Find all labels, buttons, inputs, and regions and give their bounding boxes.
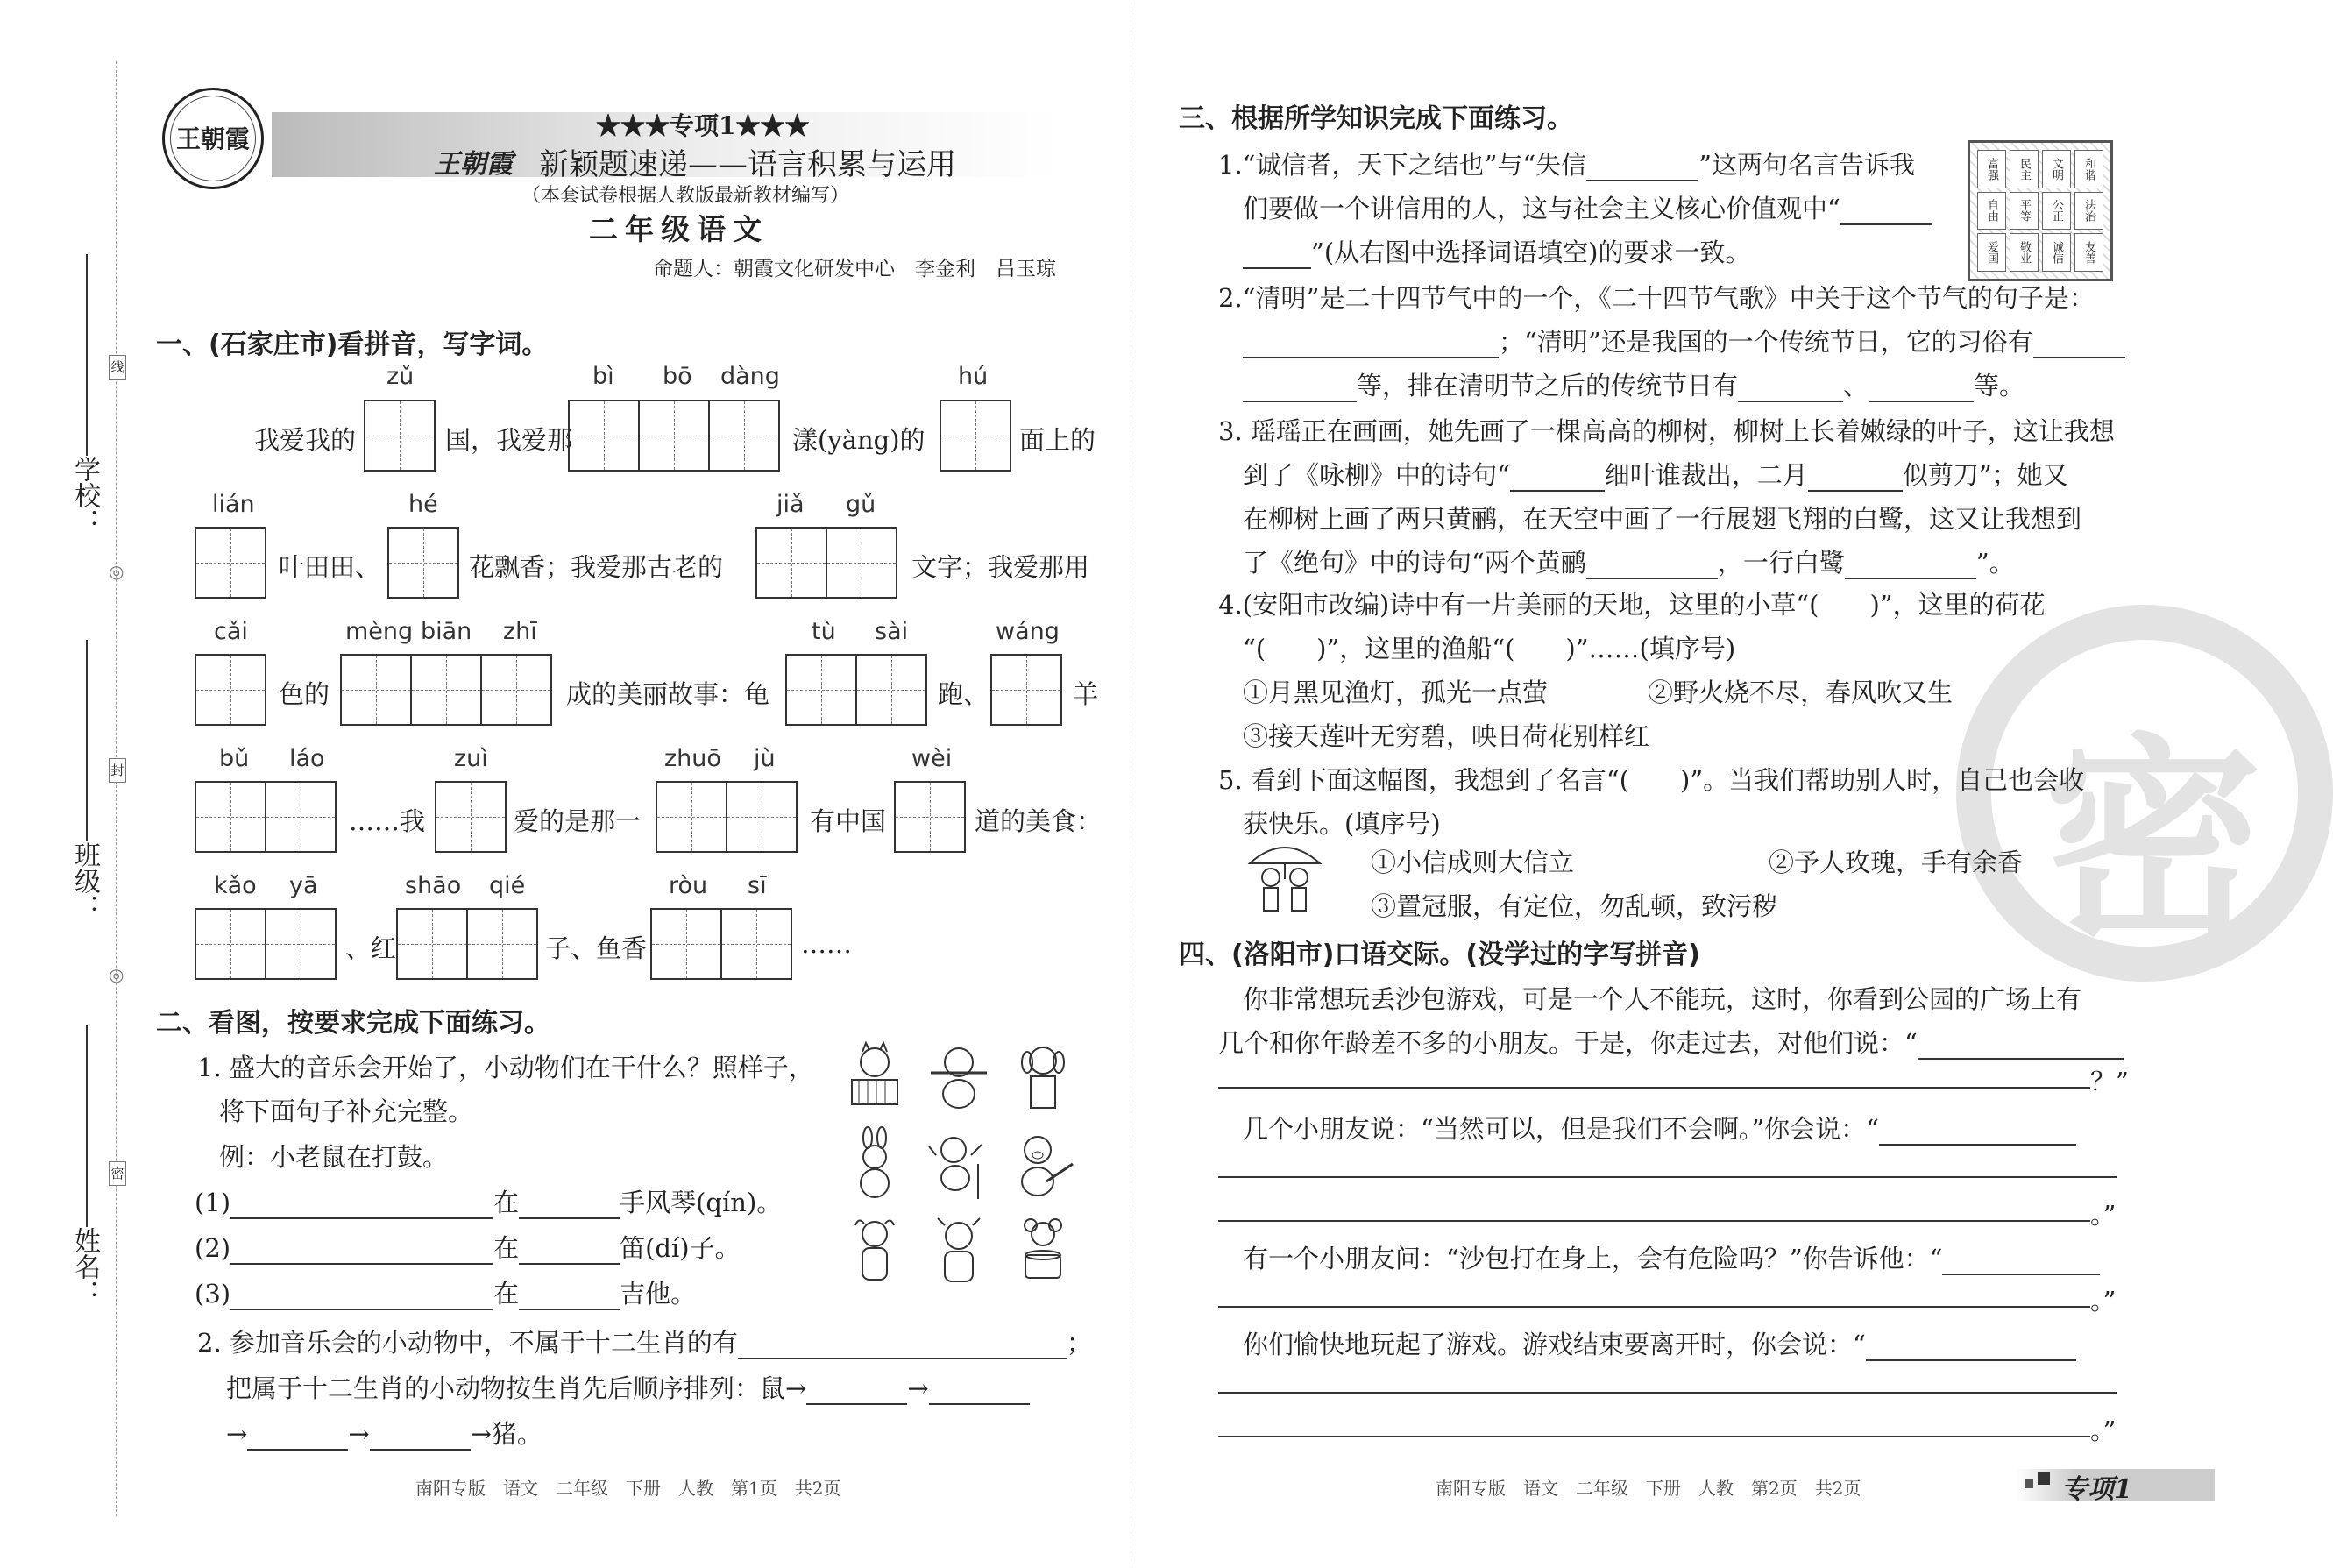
text: 跑、 [938, 679, 989, 709]
paragraph-text: 有一个小朋友问：“沙包打在身上，会有危险吗？”你告诉他：“ [1243, 1239, 2100, 1275]
blank-row: (3) 在 吉他。 [195, 1279, 697, 1309]
answer-blank[interactable] [1510, 490, 1605, 492]
core-value-cell: 富强 [1977, 150, 2006, 188]
answer-blank[interactable] [230, 1217, 493, 1219]
option-text: ①月黑见渔灯，孤光一点萤 [1243, 678, 1549, 707]
edition-note: （本套试卷根据人教版最新教材编写） [521, 185, 850, 207]
answer-blank[interactable] [1586, 578, 1718, 579]
name-field[interactable] [86, 1025, 88, 1227]
question-text: 将下面句子补充完整。 [219, 1096, 474, 1126]
pinyin: láo [289, 745, 325, 772]
answer-blank[interactable] [230, 1263, 493, 1265]
school-label: 学校： [69, 456, 100, 535]
page-footer-left: 南阳专版 语文 二年级 下册 人教 第1页 共2页 [415, 1478, 841, 1499]
stars-label: ★★★专项1★★★ [596, 111, 810, 140]
pinyin: lián [212, 491, 255, 518]
answer-line[interactable] [1218, 1220, 2090, 1222]
text: 文字；我爱那用 [911, 552, 1090, 582]
answer-blank[interactable] [929, 1403, 1030, 1405]
answer-blank[interactable] [738, 1358, 1067, 1359]
answer-blank[interactable] [1866, 1359, 2076, 1361]
writing-grid[interactable] [755, 527, 897, 599]
question-text: 获快乐。(填序号) [1243, 809, 1441, 839]
pinyin: dàng [720, 363, 780, 390]
core-values-chart [1968, 140, 2113, 281]
question-text: 们要做一个讲信用的人，这与社会主义核心价值观中“ [1243, 189, 1932, 225]
writing-grid[interactable] [568, 400, 780, 472]
pinyin: zhuō [664, 745, 721, 772]
rabbit-illustration [843, 1129, 906, 1201]
core-value-cell: 文明 [2042, 150, 2071, 188]
core-value-cell: 平等 [2010, 192, 2039, 231]
answer-blank[interactable] [1869, 401, 1974, 402]
writing-grid[interactable] [195, 908, 337, 980]
closing-quote: 。” [2090, 1200, 2117, 1230]
question-text: 3. 瑶瑶正在画画，她先画了一棵高高的柳树，柳树上长着嫩绿的叶子，这让我想 [1218, 416, 2115, 446]
closing-quote: 。” [2090, 1286, 2117, 1316]
question-text: 4.(安阳市改编)诗中有一片美丽的天地，这里的小草“( )”，这里的荷花 [1218, 590, 2046, 620]
bird-flute-illustration [927, 1043, 990, 1115]
writing-grid[interactable] [340, 654, 552, 726]
section-2-title: 二、看图，按要求完成下面练习。 [156, 1008, 550, 1039]
question-text: 了《绝句》中的诗句“两个黄鹂 ，一行白鹭 ”。 [1243, 548, 2015, 578]
answer-line[interactable] [1218, 1436, 2090, 1437]
text: 道的美食： [975, 806, 1103, 836]
answer-line[interactable] [1218, 1392, 2117, 1394]
bird-singing-illustration [927, 1129, 990, 1201]
pinyin: ròu [669, 872, 708, 899]
answer-blank[interactable] [519, 1217, 620, 1219]
core-value-cell: 公正 [2042, 192, 2071, 231]
answer-blank[interactable] [230, 1309, 493, 1310]
children-umbrella-illustration [1245, 837, 1325, 921]
core-value-cell: 友善 [2074, 233, 2103, 272]
text: 爱的是那一 [514, 806, 642, 836]
core-value-cell: 民主 [2010, 150, 2039, 188]
blank-row: (2) 在 笛(dí)子。 [195, 1233, 741, 1263]
text: 羊 [1073, 679, 1099, 709]
pinyin: mèng [345, 618, 414, 645]
text: 色的 [279, 679, 330, 709]
stamp-glyph: 密 [2044, 713, 2263, 970]
writing-grid[interactable] [785, 654, 927, 726]
blank-row: (1) 在 手风琴(qín)。 [195, 1188, 783, 1217]
writing-grid[interactable] [894, 781, 966, 853]
name-label-block [65, 1227, 100, 1306]
answer-blank[interactable] [519, 1263, 620, 1265]
writing-grid[interactable] [435, 781, 507, 853]
answer-blank[interactable] [1243, 267, 1311, 269]
option-text: ③接天莲叶无穷碧，映日荷花别样红 [1243, 721, 1650, 751]
pinyin: kǎo [214, 872, 257, 899]
writing-grid[interactable] [195, 781, 337, 853]
writing-grid[interactable] [387, 527, 459, 599]
class-field[interactable] [86, 640, 88, 841]
answer-blank[interactable] [1845, 578, 1976, 579]
pinyin: bō [663, 363, 692, 390]
page-footer-right: 南阳专版 语文 二年级 下册 人教 第2页 共2页 [1436, 1478, 1861, 1499]
school-label-block [65, 456, 100, 535]
answer-blank[interactable] [1586, 180, 1698, 181]
pinyin: hú [958, 363, 989, 390]
pinyin: yā [289, 872, 318, 899]
answer-blank[interactable] [247, 1449, 348, 1451]
text: 成的美丽故事：龟 [566, 679, 770, 709]
mouse-drum-illustration [1011, 1215, 1074, 1287]
class-label-block [65, 841, 100, 920]
question-text: 到了《咏柳》中的诗句“ 细叶谁裁出，二月 似剪刀”；她又 [1243, 460, 2068, 490]
writing-grid[interactable] [650, 908, 792, 980]
answer-line[interactable] [1218, 1087, 2090, 1089]
answer-blank[interactable] [1738, 401, 1843, 402]
core-value-cell: 自由 [1977, 192, 2006, 231]
question-text: → → →猪。 [226, 1419, 542, 1449]
question-text: ”(从右图中选择词语填空)的要求一致。 [1243, 233, 1750, 269]
text: ……我 [349, 806, 426, 836]
answer-blank[interactable] [1879, 1144, 2076, 1146]
writing-grid[interactable] [656, 781, 798, 853]
question-text: 把属于十二生肖的小动物按生肖先后顺序排列：鼠→ → [226, 1369, 1030, 1405]
answer-blank[interactable] [370, 1449, 471, 1451]
writing-grid[interactable] [195, 654, 266, 726]
pinyin: cǎi [214, 618, 248, 645]
question-text: 2. 参加音乐会的小动物中，不属于十二生肖的有 ； [197, 1328, 1092, 1358]
pinyin: jù [754, 745, 776, 772]
dog-illustration [1011, 1043, 1074, 1115]
text: 国，我爱那 [445, 425, 573, 455]
question-text: 在柳树上画了两只黄鹂，在天空中画了一行展翅飞翔的白鹭，这又让我想到 [1243, 504, 2082, 534]
pinyin: zǔ [386, 363, 415, 390]
pinyin: bì [592, 363, 614, 390]
pinyin: tù [812, 618, 836, 645]
question-text: ；“清明”还是我国的一个传统节日，它的习俗有 [1243, 323, 2125, 358]
text: 面上的 [1019, 425, 1096, 455]
question-text: 5. 看到下面这幅图，我想到了名言“( )”。当我们帮助别人时，自己也会收 [1218, 765, 2085, 795]
text: 花飘香；我爱那古老的 [469, 552, 724, 582]
answer-blank[interactable] [806, 1403, 907, 1405]
question-text: 等，排在清明节之后的传统节日有 、 等。 [1243, 366, 2025, 402]
binding-tag: 线 [109, 355, 126, 380]
writing-grid[interactable] [940, 400, 1011, 472]
core-value-cell: 诚信 [2042, 233, 2071, 272]
footer-badge-square [2038, 1472, 2050, 1485]
pinyin: shāo [405, 872, 462, 899]
text: 、红 [345, 933, 397, 963]
answer-blank[interactable] [1918, 1058, 2124, 1060]
brand-logo [162, 88, 264, 189]
pinyin: jiǎ [776, 491, 805, 518]
section-4-title: 四、(洛阳市)口语交际。(没学过的字写拼音) [1179, 940, 1700, 970]
paragraph-text: 你非常想玩丢沙包游戏，可是一个人不能玩，这时，你看到公园的广场上有 [1243, 984, 2082, 1014]
binding-ornament: ◎ [109, 964, 124, 985]
option-text: ①小信成则大信立 [1371, 848, 1575, 877]
core-value-cell: 法治 [2074, 192, 2103, 231]
logo-text: 王朝霞 [175, 124, 250, 153]
question-text: 1. 盛大的音乐会开始了，小动物们在干什么？照样子， [197, 1053, 814, 1082]
page-title: 新颖题速递——语言积累与运用 [539, 147, 956, 182]
writing-grid[interactable] [195, 527, 266, 599]
pinyin: wáng [996, 618, 1060, 645]
answer-line[interactable] [1218, 1176, 2117, 1178]
core-value-cell: 爱国 [1977, 233, 2006, 272]
goat-illustration [843, 1215, 906, 1287]
core-value-cell: 敬业 [2010, 233, 2039, 272]
binding-tag: 封 [109, 758, 126, 783]
example-text: 例：小老鼠在打鼓。 [219, 1142, 449, 1172]
answer-blank[interactable] [1840, 223, 1932, 225]
writing-grid[interactable] [396, 908, 538, 980]
footer-badge-square [2025, 1479, 2033, 1488]
name-label: 姓名： [69, 1227, 100, 1306]
closing-quote: 。” [2090, 1415, 2117, 1445]
text: 有中国 [810, 806, 887, 836]
fox-accordion-illustration [843, 1043, 906, 1115]
question-text: 1.“诚信者，天下之结也”与“失信 ”这两句名言告诉我 [1218, 150, 1915, 180]
paragraph-text: 你们愉快地玩起了游戏。游戏结束要离开时，你会说：“ [1243, 1325, 2076, 1361]
answer-line[interactable] [1218, 1306, 2090, 1308]
answer-blank[interactable] [1243, 357, 1499, 358]
text: 子、鱼香 [545, 933, 648, 963]
pinyin: sài [875, 618, 909, 645]
question-text: “( )”，这里的渔船“( )”……(填序号) [1243, 634, 1736, 663]
section-3-title: 三、根据所学知识完成下面练习。 [1179, 103, 1573, 134]
pinyin: zhī [503, 618, 537, 645]
paragraph-text: 几个和你年龄差不多的小朋友。于是，你走过去，对他们说：“ [1218, 1024, 2124, 1060]
pinyin: sī [748, 872, 767, 899]
writing-grid[interactable] [990, 654, 1062, 726]
option-text: ②予人玫瑰，手有余香 [1769, 848, 2024, 877]
closing-quote: ？” [2090, 1067, 2129, 1096]
pinyin: gǔ [846, 491, 876, 518]
pinyin: qié [489, 872, 526, 899]
footer-badge: 专项1 [2061, 1474, 2132, 1505]
ox-illustration [927, 1215, 990, 1287]
pinyin: zuì [454, 745, 488, 772]
text: 叶田田、 [279, 552, 381, 582]
option-text: ②野火烧不尽，春风吹又生 [1648, 678, 1954, 707]
core-value-cell: 和谐 [2074, 150, 2103, 188]
answer-blank[interactable] [2033, 357, 2125, 358]
pig-guitar-illustration [1011, 1129, 1074, 1201]
pinyin: biān [421, 618, 472, 645]
pinyin: hé [408, 491, 438, 518]
brand-signature: 王朝霞 [434, 149, 513, 180]
binding-ornament: ◎ [109, 561, 124, 582]
school-field[interactable] [86, 254, 88, 456]
pinyin: wèi [911, 745, 953, 772]
subject-title: 二年级语文 [589, 212, 769, 246]
answer-blank[interactable] [1942, 1274, 2100, 1275]
class-label: 班级： [69, 841, 100, 920]
paragraph-text: 几个小朋友说：“当然可以，但是我们不会啊。”你会说：“ [1243, 1110, 2076, 1146]
option-text: ③置冠服，有定位，勿乱顿，致污秽 [1371, 891, 1778, 921]
authors: 命题人：朝霞文化研发中心 李金利 吕玉琼 [653, 258, 1056, 280]
answer-blank[interactable] [1808, 490, 1903, 492]
question-text: 2.“清明”是二十四节气中的一个，《二十四节气歌》中关于这个节气的句子是： [1218, 283, 2095, 313]
writing-grid[interactable] [364, 400, 436, 472]
pinyin: bǔ [219, 745, 250, 772]
text: 漾(yàng)的 [792, 425, 925, 455]
binding-tag: 密 [109, 1161, 126, 1186]
section-1-title: 一、(石家庄市)看拼音，写字词。 [156, 330, 549, 360]
answer-blank[interactable] [519, 1309, 620, 1310]
answer-blank[interactable] [1243, 401, 1357, 402]
text: 我爱我的 [254, 425, 357, 455]
text: …… [801, 929, 852, 959]
binding-line [116, 61, 117, 1516]
